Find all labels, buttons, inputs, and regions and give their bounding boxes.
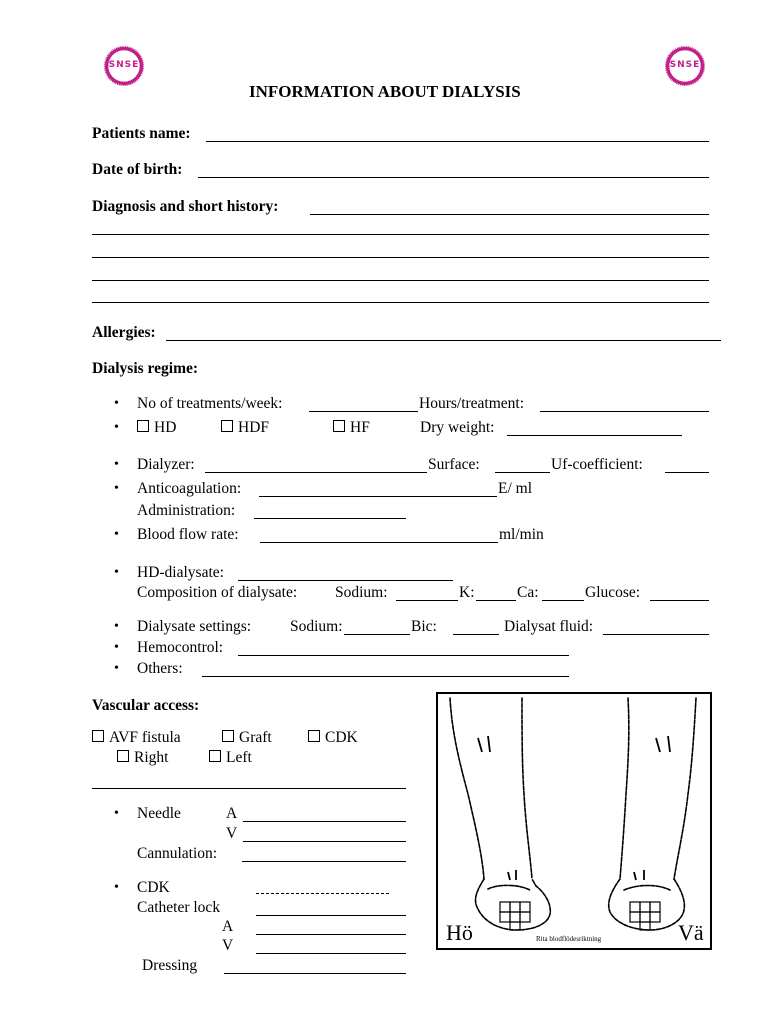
surface-field[interactable]	[495, 472, 550, 473]
logo-text: SNSE	[669, 60, 701, 70]
left-checkbox[interactable]	[209, 750, 221, 762]
sodium-setting-field[interactable]	[344, 634, 410, 635]
date-of-birth-label: Date of birth:	[92, 161, 183, 178]
administration-field[interactable]	[254, 518, 406, 519]
dry-weight-field[interactable]	[507, 435, 682, 436]
diagnosis-label: Diagnosis and short history:	[92, 198, 279, 215]
page-title: INFORMATION ABOUT DIALYSIS	[249, 82, 521, 101]
right-label: Right	[134, 749, 169, 766]
others-label: Others:	[137, 660, 183, 677]
bullet: •	[114, 806, 119, 821]
uf-coefficient-label: Uf-coefficient:	[551, 456, 643, 473]
composition-label: Composition of dialysate:	[137, 584, 298, 601]
logo-text: SNSE	[108, 60, 140, 70]
hdf-label: HDF	[238, 419, 270, 436]
sodium-label: Sodium:	[335, 584, 388, 601]
arms-illustration	[438, 694, 710, 948]
diagnosis-line[interactable]	[92, 257, 709, 258]
hd-checkbox[interactable]	[137, 420, 149, 432]
bullet: •	[114, 420, 119, 435]
treatments-week-label: No of treatments/week:	[137, 395, 283, 412]
hours-treatment-label: Hours/treatment:	[419, 395, 525, 412]
hd-option[interactable]	[137, 419, 176, 437]
right-option[interactable]	[117, 749, 168, 767]
avf-checkbox[interactable]	[92, 730, 104, 742]
bullet: •	[114, 640, 119, 655]
glucose-label: Glucose:	[585, 584, 641, 601]
bullet: •	[114, 619, 119, 634]
hd-label: HD	[154, 419, 177, 436]
dry-weight-label: Dry weight:	[420, 419, 495, 436]
vascular-notes-field[interactable]	[92, 788, 406, 789]
needle-v-label: V	[226, 825, 238, 842]
catheter-a-label: A	[222, 918, 234, 935]
hf-checkbox[interactable]	[333, 420, 345, 432]
hd-dialysate-label: HD-dialysate:	[137, 564, 224, 581]
sodium-setting-label: Sodium:	[290, 618, 343, 635]
right-checkbox[interactable]	[117, 750, 129, 762]
cannulation-field[interactable]	[242, 861, 406, 862]
catheter-a-field[interactable]	[256, 934, 406, 935]
diagnosis-line[interactable]	[92, 280, 709, 281]
cdk-option[interactable]	[308, 729, 358, 747]
left-side-label: Hö	[446, 920, 473, 945]
catheter-lock-label: Catheter lock	[137, 899, 221, 916]
bic-field[interactable]	[453, 634, 499, 635]
hours-treatment-field[interactable]	[540, 411, 709, 412]
bullet: •	[114, 565, 119, 580]
hdf-checkbox[interactable]	[221, 420, 233, 432]
diagnosis-line[interactable]	[92, 234, 709, 235]
hf-label: HF	[350, 419, 370, 436]
cannulation-label: Cannulation:	[137, 845, 218, 862]
bullet: •	[114, 396, 119, 411]
blood-flow-rate-label: Blood flow rate:	[137, 526, 239, 543]
dialysat-fluid-field[interactable]	[603, 634, 709, 635]
snse-logo-right	[665, 46, 705, 86]
bic-label: Bic:	[411, 618, 437, 635]
dialyzer-label: Dialyzer:	[137, 456, 195, 473]
k-field[interactable]	[476, 600, 516, 601]
treatments-week-field[interactable]	[309, 411, 418, 412]
bullet: •	[114, 457, 119, 472]
cdk-field[interactable]	[256, 893, 389, 894]
allergies-label: Allergies:	[92, 324, 156, 341]
dressing-field[interactable]	[224, 973, 406, 974]
anticoagulation-field[interactable]	[259, 496, 497, 497]
patients-name-field[interactable]	[206, 141, 709, 142]
needle-label: Needle	[137, 805, 181, 822]
blood-flow-rate-field[interactable]	[260, 542, 498, 543]
catheter-v-label: V	[222, 937, 234, 954]
snse-logo-left	[104, 46, 144, 86]
bullet: •	[114, 661, 119, 676]
bullet: •	[114, 481, 119, 496]
glucose-field[interactable]	[650, 600, 709, 601]
hf-option[interactable]	[333, 419, 370, 437]
date-of-birth-field[interactable]	[198, 177, 709, 178]
others-field[interactable]	[202, 676, 569, 677]
right-side-label: Vä	[678, 920, 704, 945]
sodium-field[interactable]	[396, 600, 458, 601]
bullet: •	[114, 527, 119, 542]
diagnosis-field[interactable]	[310, 214, 709, 215]
needle-a-label: A	[226, 805, 238, 822]
hemocontrol-field[interactable]	[238, 655, 569, 656]
diagnosis-line[interactable]	[92, 302, 709, 303]
left-label: Left	[226, 749, 252, 766]
k-label: K:	[459, 584, 475, 601]
administration-label: Administration:	[137, 502, 236, 519]
ca-label: Ca:	[517, 584, 539, 601]
uf-coefficient-field[interactable]	[665, 472, 709, 473]
hdf-option[interactable]	[221, 419, 269, 437]
ca-field[interactable]	[542, 600, 584, 601]
graft-label: Graft	[239, 729, 272, 746]
diagram-caption: Rita blodflödesriktning	[536, 935, 602, 943]
patients-name-label: Patients name:	[92, 125, 191, 142]
dialysat-fluid-label: Dialysat fluid:	[504, 618, 594, 635]
allergies-field[interactable]	[166, 340, 721, 341]
bullet: •	[114, 880, 119, 895]
hemocontrol-label: Hemocontrol:	[137, 639, 224, 656]
cdk-checkbox[interactable]	[308, 730, 320, 742]
arms-diagram[interactable]	[436, 692, 712, 950]
needle-a-field[interactable]	[243, 821, 406, 822]
anticoagulation-label: Anticoagulation:	[137, 480, 242, 497]
graft-option[interactable]	[222, 729, 272, 747]
cdk-label: CDK	[325, 729, 358, 746]
left-option[interactable]	[209, 749, 252, 767]
dialysate-settings-label: Dialysate settings:	[137, 618, 252, 635]
needle-v-field[interactable]	[243, 841, 406, 842]
cdk-bullet-label: CDK	[137, 879, 170, 896]
avf-fistula-option[interactable]	[92, 729, 181, 747]
catheter-v-field[interactable]	[256, 953, 406, 954]
avf-label: AVF fistula	[109, 729, 181, 746]
catheter-lock-field[interactable]	[256, 915, 406, 916]
ml-min-unit: ml/min	[499, 526, 544, 543]
dressing-label: Dressing	[142, 957, 198, 974]
surface-label: Surface:	[428, 456, 480, 473]
hd-dialysate-field[interactable]	[238, 580, 453, 581]
dialysis-regime-label: Dialysis regime:	[92, 360, 199, 377]
vascular-access-label: Vascular access:	[92, 697, 200, 714]
dialyzer-field[interactable]	[205, 472, 427, 473]
graft-checkbox[interactable]	[222, 730, 234, 742]
e-ml-unit: E/ ml	[498, 480, 533, 497]
